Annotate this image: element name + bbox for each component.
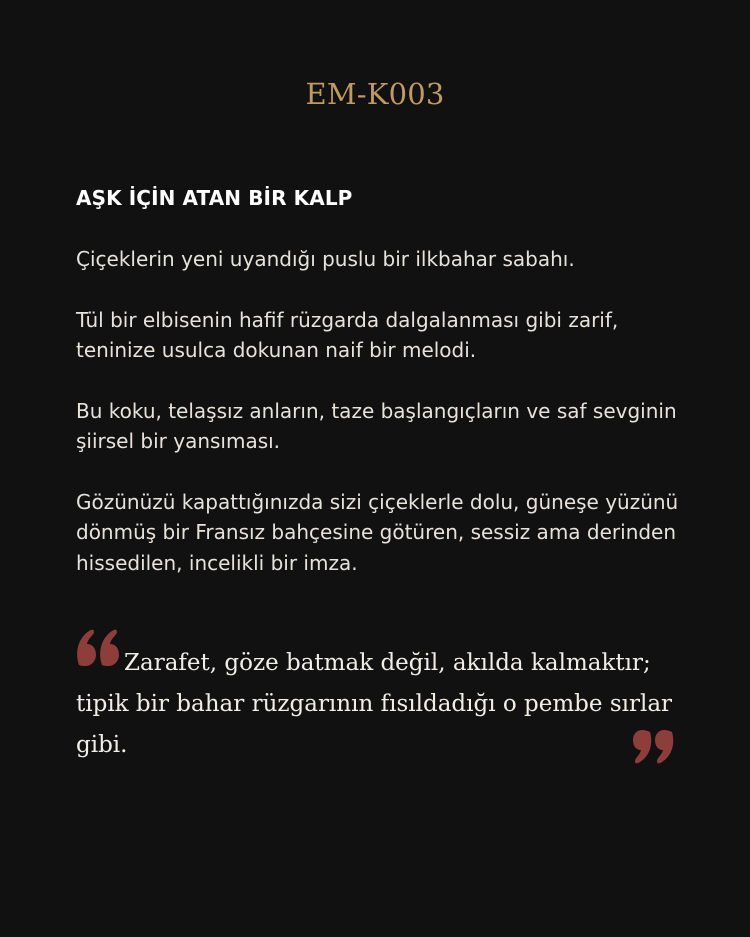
closing-quote-icon (632, 728, 676, 766)
product-title: AŞK İÇİN ATAN BİR KALP (76, 186, 353, 210)
description-body (76, 244, 686, 608)
quote-text: Zarafet, göze batmak değil, akılda kalmaktır; tipik bir bahar rüzgarının fısıldadığı o pembe sırlar gibi. (76, 650, 673, 758)
description-paragraph: Gözünüzü kapattığınızda sizi çiçeklerle dolu, güneşe yüzünü dönmüş bir Fransız bahçesine götüren, sessiz ama derinden hissedilen, incelikli bir imza. (76, 489, 679, 575)
description-paragraph: Bu koku, telaşsız anların, taze başlangıçların ve saf sevginin şiirsel bir yansıması. (76, 398, 677, 453)
product-code: EM-K003 (305, 77, 445, 111)
description-paragraph: Tül bir elbisenin hafif rüzgarda dalgalanması gibi zarif, teninize usulca dokunan naif bir melodi. (76, 307, 619, 362)
quote-block (76, 626, 686, 766)
description-paragraph: Çiçeklerin yeni uyandığı puslu bir ilkbahar sabahı. (76, 247, 575, 271)
